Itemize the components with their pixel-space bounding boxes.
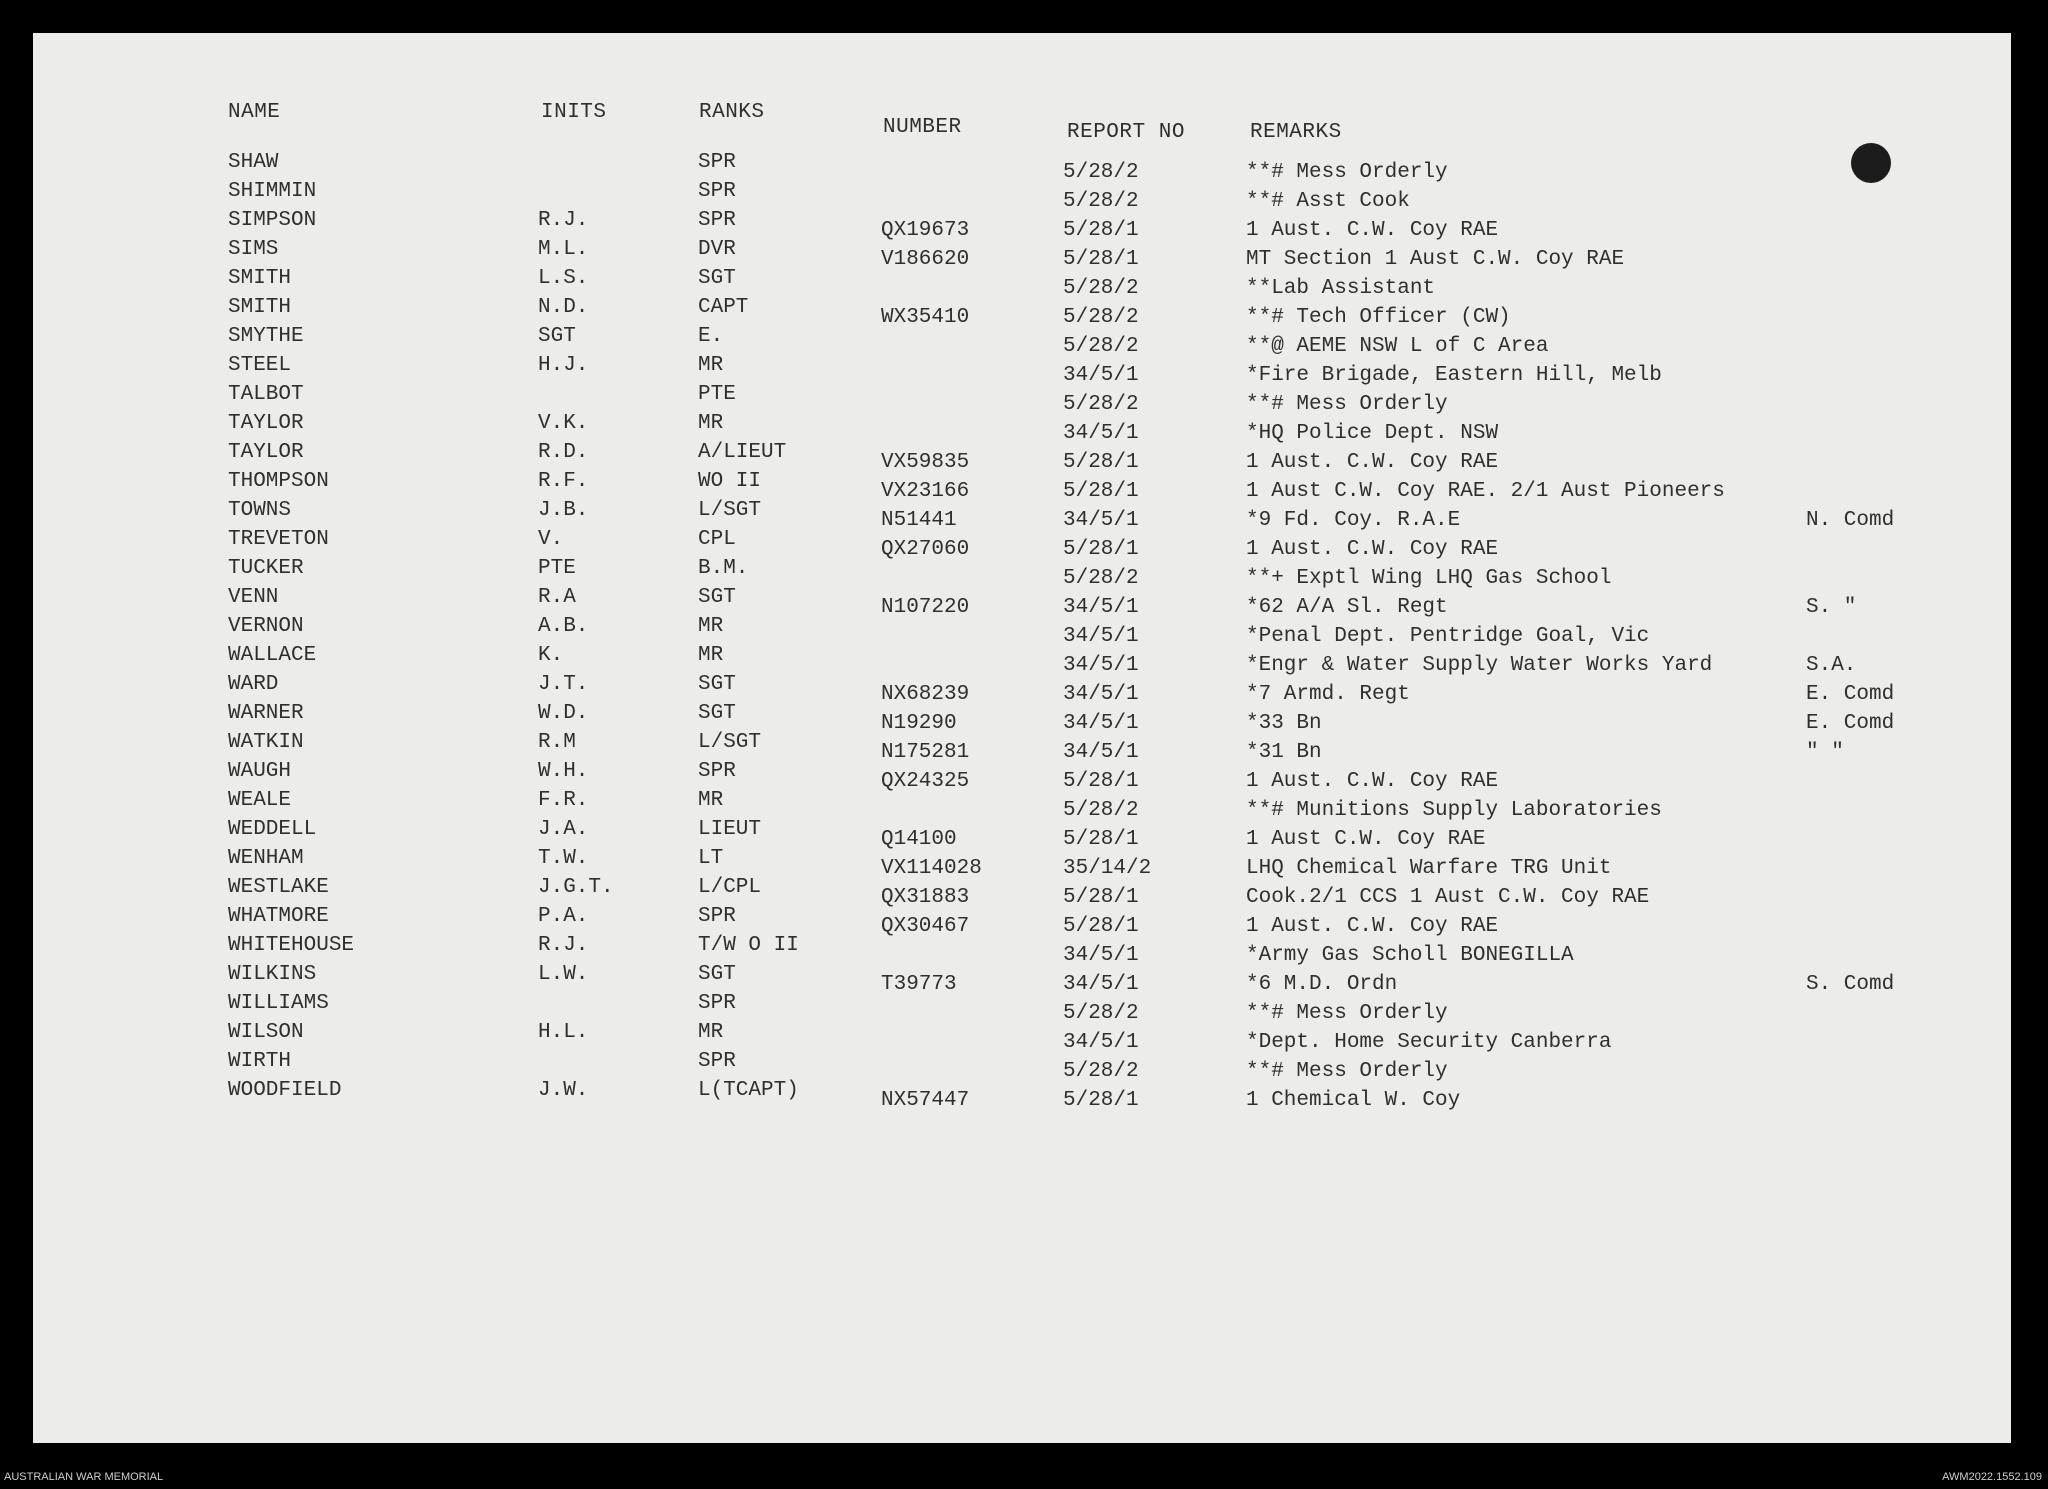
row-remarks: 1 Aust. C.W. Coy RAE [1246, 451, 1499, 474]
row-rank: SPR [698, 1050, 736, 1073]
row-report-no: 34/5/1 [1063, 596, 1139, 619]
row-rank: A/LIEUT [698, 441, 787, 464]
table-row [33, 412, 2011, 445]
row-inits: J.T. [538, 673, 589, 696]
row-name: SIMS [228, 238, 279, 261]
row-remarks: *62 A/A Sl. Regt [1246, 596, 1448, 619]
row-report-no: 5/28/2 [1063, 1060, 1139, 1083]
row-name: TAYLOR [228, 441, 304, 464]
row-remarks: *Engr & Water Supply Water Works Yard [1246, 654, 1713, 677]
table-row [33, 325, 2011, 358]
row-inits: T.W. [538, 847, 589, 870]
row-inits: A.B. [538, 615, 589, 638]
footer-bar [0, 1443, 2048, 1489]
table-row [33, 383, 2011, 416]
row-remarks: *33 Bn [1246, 712, 1322, 735]
row-rank: MR [698, 644, 724, 667]
row-remarks: LHQ Chemical Warfare TRG Unit [1246, 857, 1612, 880]
row-name: TALBOT [228, 383, 304, 406]
row-number: VX59835 [881, 451, 970, 474]
row-remarks: 1 Aust C.W. Coy RAE [1246, 828, 1486, 851]
row-name: WESTLAKE [228, 876, 329, 899]
row-rank: L/SGT [698, 731, 762, 754]
row-rank: SGT [698, 267, 736, 290]
table-row [33, 934, 2011, 967]
row-station: S.A. [1806, 654, 1857, 677]
row-rank: SGT [698, 673, 736, 696]
table-row [33, 296, 2011, 329]
row-report-no: 34/5/1 [1063, 654, 1139, 677]
table-row [33, 963, 2011, 996]
row-rank: L/SGT [698, 499, 762, 522]
row-inits: J.B. [538, 499, 589, 522]
row-inits: H.L. [538, 1021, 589, 1044]
row-rank: MR [698, 1021, 724, 1044]
row-report-no: 34/5/1 [1063, 741, 1139, 764]
row-name: WIRTH [228, 1050, 292, 1073]
row-remarks: **# Munitions Supply Laboratories [1246, 799, 1662, 822]
row-inits: V. [538, 528, 564, 551]
row-report-no: 5/28/2 [1063, 1002, 1139, 1025]
row-name: WEALE [228, 789, 292, 812]
row-number: QX27060 [881, 538, 970, 561]
row-report-no: 5/28/2 [1063, 335, 1139, 358]
row-inits: J.G.T. [538, 876, 614, 899]
footer-reference: AWM2022.1552.109 [1942, 1471, 2042, 1483]
row-rank: WO II [698, 470, 762, 493]
row-inits: R.J. [538, 934, 589, 957]
header-report-no: REPORT NO [1067, 121, 1185, 144]
row-rank: T/W O II [698, 934, 799, 957]
table-row [33, 847, 2011, 880]
row-report-no: 5/28/1 [1063, 915, 1139, 938]
row-number: QX30467 [881, 915, 970, 938]
table-row [33, 644, 2011, 677]
table-row [33, 267, 2011, 300]
row-remarks: 1 Aust. C.W. Coy RAE [1246, 770, 1499, 793]
row-name: SIMPSON [228, 209, 317, 232]
row-inits: R.D. [538, 441, 589, 464]
row-name: WARNER [228, 702, 304, 725]
row-report-no: 5/28/1 [1063, 886, 1139, 909]
row-name: VENN [228, 586, 279, 609]
table-row [33, 615, 2011, 648]
row-station: S. Comd [1806, 973, 1895, 996]
row-rank: MR [698, 412, 724, 435]
row-station: E. Comd [1806, 683, 1895, 706]
table-row [33, 673, 2011, 706]
row-rank: SPR [698, 151, 736, 174]
row-number: WX35410 [881, 306, 970, 329]
row-inits: W.H. [538, 760, 589, 783]
row-name: WILLIAMS [228, 992, 329, 1015]
row-inits: V.K. [538, 412, 589, 435]
header-inits: INITS [541, 101, 607, 124]
row-rank: SPR [698, 992, 736, 1015]
table-row [33, 905, 2011, 938]
row-rank: SGT [698, 963, 736, 986]
row-rank: L/CPL [698, 876, 762, 899]
row-report-no: 5/28/1 [1063, 538, 1139, 561]
row-rank: DVR [698, 238, 736, 261]
row-name: WILSON [228, 1021, 304, 1044]
row-remarks: *HQ Police Dept. NSW [1246, 422, 1499, 445]
row-report-no: 34/5/1 [1063, 683, 1139, 706]
row-rank: CPL [698, 528, 736, 551]
row-rank: SPR [698, 760, 736, 783]
row-name: WEDDELL [228, 818, 317, 841]
row-number: N175281 [881, 741, 970, 764]
row-rank: MR [698, 354, 724, 377]
header-name: NAME [228, 101, 281, 124]
row-inits: J.W. [538, 1079, 589, 1102]
row-inits: R.A [538, 586, 576, 609]
row-report-no: 34/5/1 [1063, 509, 1139, 532]
row-number: V186620 [881, 248, 970, 271]
row-remarks: *Penal Dept. Pentridge Goal, Vic [1246, 625, 1650, 648]
row-report-no: 5/28/2 [1063, 190, 1139, 213]
row-remarks: **# Asst Cook [1246, 190, 1410, 213]
row-station: " " [1806, 741, 1844, 764]
row-remarks: Cook.2/1 CCS 1 Aust C.W. Coy RAE [1246, 886, 1650, 909]
row-name: SMYTHE [228, 325, 304, 348]
table-row [33, 557, 2011, 590]
row-remarks: *31 Bn [1246, 741, 1322, 764]
row-name: STEEL [228, 354, 292, 377]
table-row [33, 789, 2011, 822]
row-rank: L(TCAPT) [698, 1079, 799, 1102]
row-remarks: 1 Aust. C.W. Coy RAE [1246, 538, 1499, 561]
row-rank: SGT [698, 586, 736, 609]
table-row [33, 499, 2011, 532]
row-remarks: *Fire Brigade, Eastern Hill, Melb [1246, 364, 1662, 387]
row-report-no: 34/5/1 [1063, 625, 1139, 648]
row-station: N. Comd [1806, 509, 1895, 532]
row-remarks: **Lab Assistant [1246, 277, 1436, 300]
row-rank: SPR [698, 180, 736, 203]
row-inits: SGT [538, 325, 576, 348]
row-remarks: *9 Fd. Coy. R.A.E [1246, 509, 1461, 532]
table-row [33, 1021, 2011, 1054]
table-row [33, 702, 2011, 735]
table-row [33, 151, 2011, 184]
row-name: TUCKER [228, 557, 304, 580]
table-row [33, 586, 2011, 619]
row-report-no: 5/28/1 [1063, 480, 1139, 503]
row-rank: MR [698, 789, 724, 812]
row-report-no: 5/28/1 [1063, 770, 1139, 793]
row-inits: PTE [538, 557, 576, 580]
table-row [33, 876, 2011, 909]
row-inits: K. [538, 644, 564, 667]
row-number: VX23166 [881, 480, 970, 503]
table-row [33, 760, 2011, 793]
row-remarks: **# Tech Officer (CW) [1246, 306, 1511, 329]
row-name: SMITH [228, 267, 292, 290]
row-inits: R.J. [538, 209, 589, 232]
header-remarks: REMARKS [1250, 121, 1342, 144]
row-rank: PTE [698, 383, 736, 406]
row-name: WENHAM [228, 847, 304, 870]
row-inits: F.R. [538, 789, 589, 812]
row-report-no: 34/5/1 [1063, 944, 1139, 967]
row-name: WILKINS [228, 963, 317, 986]
row-rank: E. [698, 325, 724, 348]
row-number: QX19673 [881, 219, 970, 242]
row-remarks: 1 Aust C.W. Coy RAE. 2/1 Aust Pioneers [1246, 480, 1725, 503]
row-name: SHAW [228, 151, 279, 174]
table-row [33, 441, 2011, 474]
row-remarks: **+ Exptl Wing LHQ Gas School [1246, 567, 1612, 590]
row-remarks: **# Mess Orderly [1246, 161, 1448, 184]
row-report-no: 5/28/2 [1063, 567, 1139, 590]
row-name: WATKIN [228, 731, 304, 754]
row-inits: N.D. [538, 296, 589, 319]
row-number: NX68239 [881, 683, 970, 706]
row-remarks: **# Mess Orderly [1246, 1060, 1448, 1083]
row-name: VERNON [228, 615, 304, 638]
row-rank: B.M. [698, 557, 749, 580]
row-name: WALLACE [228, 644, 317, 667]
row-number: N51441 [881, 509, 957, 532]
table-row [33, 1079, 2011, 1112]
row-number: VX114028 [881, 857, 982, 880]
row-rank: SPR [698, 209, 736, 232]
row-inits: L.W. [538, 963, 589, 986]
row-report-no: 5/28/2 [1063, 393, 1139, 416]
table-row [33, 818, 2011, 851]
table-row [33, 180, 2011, 213]
row-remarks: **# Mess Orderly [1246, 1002, 1448, 1025]
row-inits: W.D. [538, 702, 589, 725]
row-remarks: **@ AEME NSW L of C Area [1246, 335, 1549, 358]
row-remarks: *Army Gas Scholl BONEGILLA [1246, 944, 1574, 967]
row-report-no: 5/28/2 [1063, 161, 1139, 184]
row-report-no: 34/5/1 [1063, 1031, 1139, 1054]
row-number: N107220 [881, 596, 970, 619]
row-name: WARD [228, 673, 279, 696]
row-report-no: 5/28/2 [1063, 799, 1139, 822]
table-row [33, 528, 2011, 561]
table-row [33, 1050, 2011, 1083]
row-report-no: 5/28/1 [1063, 219, 1139, 242]
document-page [33, 33, 2011, 1443]
row-inits: M.L. [538, 238, 589, 261]
row-number: QX24325 [881, 770, 970, 793]
row-report-no: 5/28/1 [1063, 828, 1139, 851]
table-row [33, 238, 2011, 271]
row-rank: SGT [698, 702, 736, 725]
row-station: S. " [1806, 596, 1857, 619]
row-report-no: 5/28/2 [1063, 306, 1139, 329]
row-inits: P.A. [538, 905, 589, 928]
personnel-table [33, 33, 2011, 1443]
row-number: QX31883 [881, 886, 970, 909]
row-inits: R.M [538, 731, 576, 754]
row-remarks: **# Mess Orderly [1246, 393, 1448, 416]
table-row [33, 470, 2011, 503]
row-inits: H.J. [538, 354, 589, 377]
row-name: SHIMMIN [228, 180, 317, 203]
row-report-no: 5/28/1 [1063, 451, 1139, 474]
row-name: SMITH [228, 296, 292, 319]
row-report-no: 34/5/1 [1063, 973, 1139, 996]
row-remarks: 1 Aust. C.W. Coy RAE [1246, 219, 1499, 242]
row-inits: L.S. [538, 267, 589, 290]
row-rank: SPR [698, 905, 736, 928]
row-report-no: 5/28/2 [1063, 277, 1139, 300]
row-name: WOODFIELD [228, 1079, 342, 1102]
row-remarks: *Dept. Home Security Canberra [1246, 1031, 1612, 1054]
row-remarks: 1 Aust. C.W. Coy RAE [1246, 915, 1499, 938]
row-report-no: 34/5/1 [1063, 364, 1139, 387]
row-name: TREVETON [228, 528, 329, 551]
row-rank: MR [698, 615, 724, 638]
row-name: THOMPSON [228, 470, 329, 493]
row-name: TOWNS [228, 499, 292, 522]
header-ranks: RANKS [699, 101, 765, 124]
row-inits: J.A. [538, 818, 589, 841]
row-remarks: MT Section 1 Aust C.W. Coy RAE [1246, 248, 1625, 271]
footer-source: AUSTRALIAN WAR MEMORIAL [4, 1471, 164, 1483]
row-remarks: *6 M.D. Ordn [1246, 973, 1398, 996]
row-report-no: 35/14/2 [1063, 857, 1152, 880]
row-name: WHITEHOUSE [228, 934, 355, 957]
row-report-no: 34/5/1 [1063, 712, 1139, 735]
row-report-no: 5/28/1 [1063, 1089, 1139, 1112]
row-station: E. Comd [1806, 712, 1895, 735]
row-number: NX57447 [881, 1089, 970, 1112]
header-number: NUMBER [883, 116, 962, 139]
table-row [33, 209, 2011, 242]
table-row [33, 731, 2011, 764]
row-rank: LT [698, 847, 724, 870]
row-name: WAUGH [228, 760, 292, 783]
row-number: Q14100 [881, 828, 957, 851]
table-row [33, 354, 2011, 387]
row-number: N19290 [881, 712, 957, 735]
row-name: WHATMORE [228, 905, 329, 928]
row-name: TAYLOR [228, 412, 304, 435]
row-inits: R.F. [538, 470, 589, 493]
row-report-no: 34/5/1 [1063, 422, 1139, 445]
row-report-no: 5/28/1 [1063, 248, 1139, 271]
table-row [33, 992, 2011, 1025]
row-rank: CAPT [698, 296, 749, 319]
row-rank: LIEUT [698, 818, 762, 841]
row-remarks: *7 Armd. Regt [1246, 683, 1410, 706]
row-number: T39773 [881, 973, 957, 996]
row-remarks: 1 Chemical W. Coy [1246, 1089, 1461, 1112]
